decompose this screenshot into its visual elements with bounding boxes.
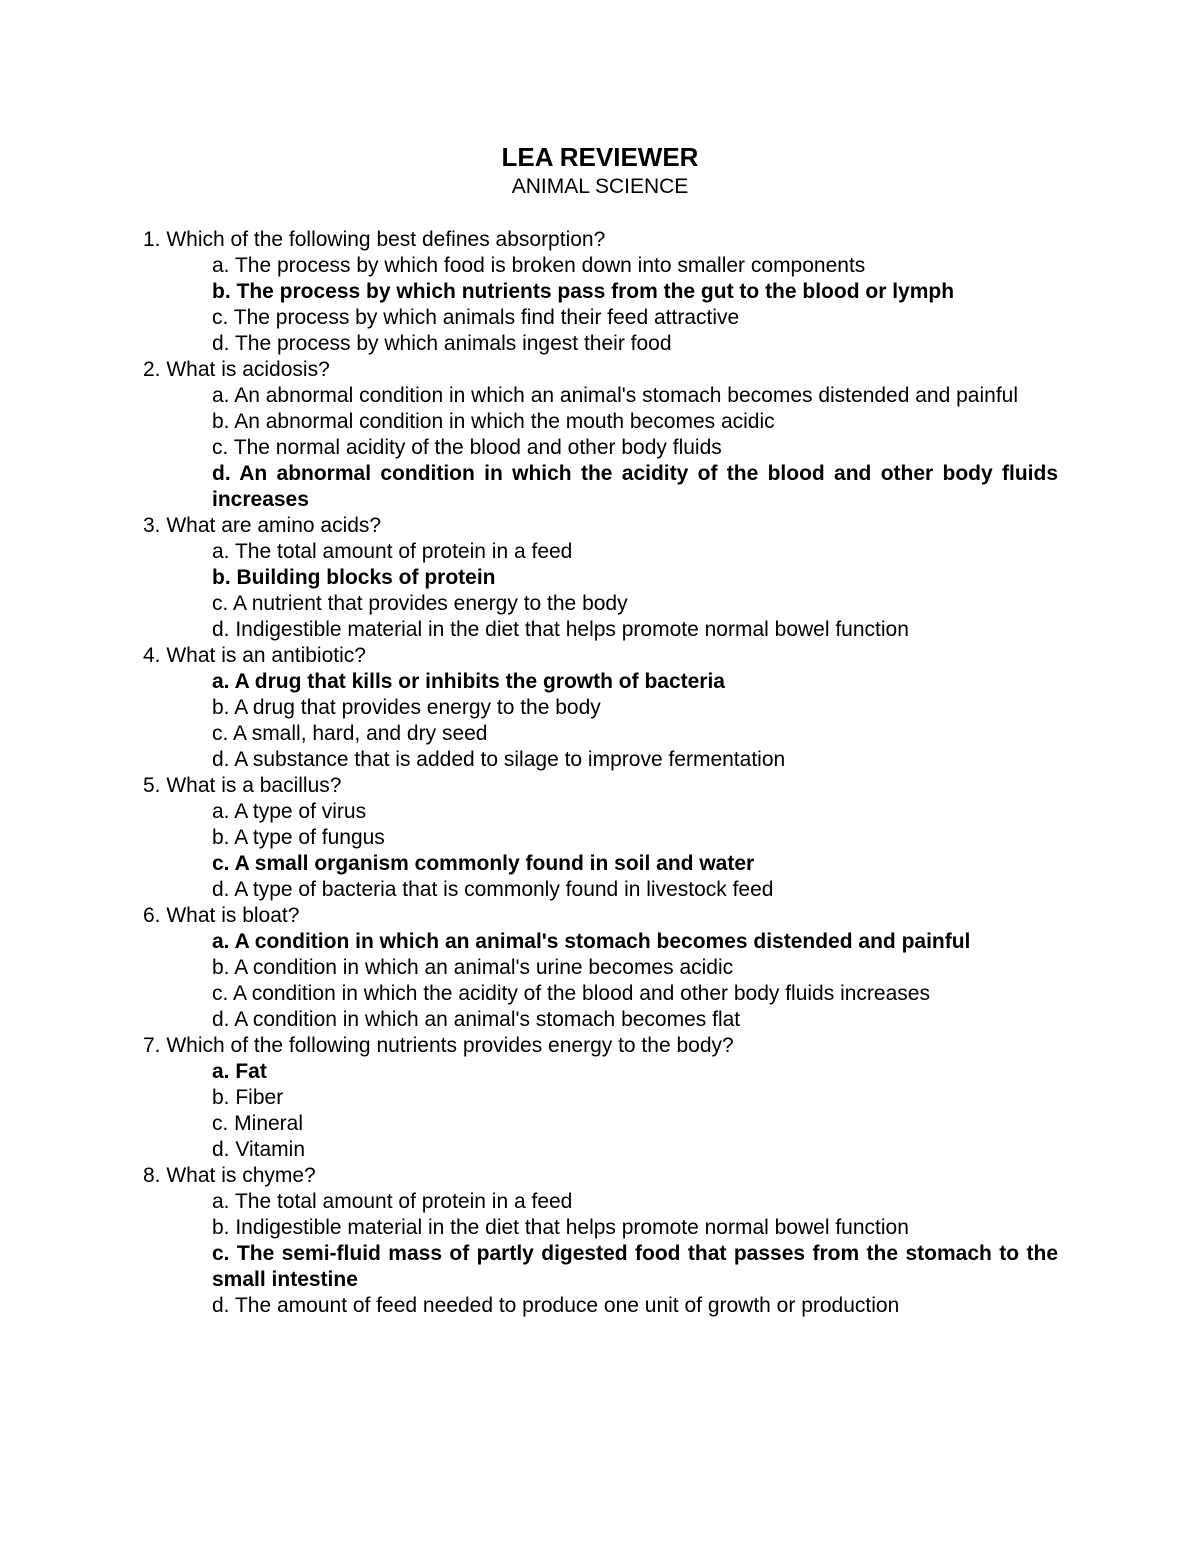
answer-option: a. An abnormal condition in which an animal's stomach becomes distended and painful [212, 384, 1018, 407]
correct-answer-option: a. A condition in which an animal's stomach becomes distended and painful [212, 930, 971, 953]
answer-option: d. A type of bacteria that is commonly found in livestock feed [212, 878, 774, 901]
correct-answer-option: c. A small organism commonly found in soil and water [212, 852, 755, 875]
answer-option: d. A substance that is added to silage to improve fermentation [212, 748, 786, 771]
answer-option: c. The process by which animals find their feed attractive [212, 306, 740, 329]
question-text: 8. What is chyme? [143, 1164, 316, 1187]
answer-options [143, 669, 1058, 773]
answer-option: a. The total amount of protein in a feed [212, 1190, 573, 1213]
answer-option: c. Mineral [212, 1112, 304, 1135]
answer-option: b. A condition in which an animal's urine becomes acidic [212, 956, 734, 979]
document-title: LEA REVIEWER [501, 142, 699, 172]
answer-option: c. A small, hard, and dry seed [212, 722, 488, 745]
question-text: 2. What is acidosis? [143, 358, 330, 381]
answer-option: d. The amount of feed needed to produce one unit of growth or production [212, 1294, 900, 1317]
answer-options [143, 539, 1058, 643]
document-subtitle: ANIMAL SCIENCE [511, 175, 689, 198]
answer-options [143, 383, 1058, 513]
answer-options [143, 799, 1058, 903]
question-block [143, 1033, 1058, 1163]
question-text: 5. What is a bacillus? [143, 774, 342, 797]
question-block [143, 357, 1058, 513]
question-block [143, 1163, 1058, 1319]
question-text: 6. What is bloat? [143, 904, 300, 927]
answer-options [143, 253, 1058, 357]
answer-options [143, 929, 1058, 1033]
answer-option: d. The process by which animals ingest their food [212, 332, 672, 355]
answer-option: a. The process by which food is broken down into smaller components [212, 254, 866, 277]
answer-option: d. A condition in which an animal's stomach becomes flat [212, 1008, 741, 1031]
answer-option: d. Indigestible material in the diet that helps promote normal bowel function [212, 618, 909, 641]
answer-option: c. The normal acidity of the blood and other body fluids [212, 436, 722, 459]
answer-option: b. Fiber [212, 1086, 284, 1109]
answer-options [143, 1189, 1058, 1319]
question-text: 1. Which of the following best defines absorption? [143, 228, 606, 251]
correct-answer-option: b. Building blocks of protein [212, 566, 496, 589]
question-text: 4. What is an antibiotic? [143, 644, 366, 667]
correct-answer-option: d. An abnormal condition in which the acidity of the blood and other body fluids increases [212, 462, 1058, 511]
question-list [143, 227, 1058, 1319]
question-text: 3. What are amino acids? [143, 514, 382, 537]
answer-option: d. Vitamin [212, 1138, 305, 1161]
question-block [143, 903, 1058, 1033]
correct-answer-option: a. Fat [212, 1060, 267, 1083]
answer-option: c. A condition in which the acidity of the blood and other body fluids increases [212, 982, 930, 1005]
question-block [143, 227, 1058, 357]
answer-options [143, 1059, 1058, 1163]
answer-option: b. An abnormal condition in which the mouth becomes acidic [212, 410, 775, 433]
correct-answer-option: a. A drug that kills or inhibits the growth of bacteria [212, 670, 725, 693]
answer-option: b. Indigestible material in the diet that helps promote normal bowel function [212, 1216, 909, 1239]
answer-option: c. A nutrient that provides energy to the body [212, 592, 628, 615]
question-text: 7. Which of the following nutrients provides energy to the body? [143, 1034, 734, 1057]
question-block [143, 773, 1058, 903]
question-block [143, 643, 1058, 773]
correct-answer-option: c. The semi-fluid mass of partly digested food that passes from the stomach to the small intestine [212, 1242, 1058, 1291]
answer-option: b. A drug that provides energy to the body [212, 696, 601, 719]
answer-option: a. The total amount of protein in a feed [212, 540, 573, 563]
answer-option: b. A type of fungus [212, 826, 385, 849]
correct-answer-option: b. The process by which nutrients pass from the gut to the blood or lymph [212, 280, 955, 303]
answer-option: a. A type of virus [212, 800, 367, 823]
question-block [143, 513, 1058, 643]
